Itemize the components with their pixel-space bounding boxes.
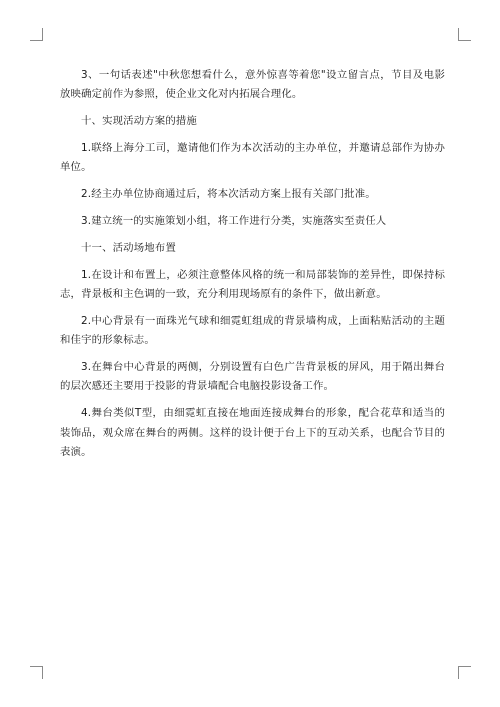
paragraph-measure-3: 3.建立统一的实施策划小组，将工作进行分类，实施落实至责任人 — [81, 215, 387, 227]
section-heading-venue: 十一、活动场地布置 — [81, 241, 176, 254]
document-body — [60, 66, 445, 470]
crop-mark-top-left — [30, 28, 43, 41]
paragraph-venue-3: 3.在舞台中心背景的两侧，分别设置有白色广告背景板的屏风，用于隔出舞台的层次感还主要用于投影的背景墙配合电脑投影设备工作。 — [60, 361, 445, 393]
crop-mark-top-right — [458, 28, 471, 41]
crop-mark-bottom-right — [458, 666, 471, 679]
crop-mark-bottom-left — [30, 666, 43, 679]
paragraph-message-point: 3、一句话表述"中秋您想看什么，意外惊喜等着您"设立留言点，节目及电影放映确定前作为参照，使企业文化对内拓展合理化。 — [60, 69, 445, 101]
paragraph-venue-4: 4.舞台类似T型，由细霓虹直接在地面连接成舞台的形象，配合花草和适当的装饰品，观众席在舞台的两侧。这样的设计便于台上下的互动关系，也配合节目的表演。 — [60, 407, 445, 459]
paragraph-venue-2: 2.中心背景有一面珠光气球和细霓虹组成的背景墙构成，上面粘贴活动的主题和佳宇的形象标志。 — [60, 314, 445, 347]
paragraph-measure-2: 2.经主办单位协商通过后，将本次活动方案上报有关部门批准。 — [81, 188, 376, 201]
paragraph-measure-1: 1.联络上海分工司，邀请他们作为本次活动的主办单位，并邀请总部作为协办单位。 — [60, 142, 445, 174]
paragraph-venue-1: 1.在设计和布置上，必须注意整体风格的统一和局部装饰的差异性，即保持标志，背景板和主色调的一致，充分利用现场原有的条件下，做出新意。 — [60, 268, 445, 300]
section-heading-measures: 十、实现活动方案的措施 — [81, 115, 197, 128]
